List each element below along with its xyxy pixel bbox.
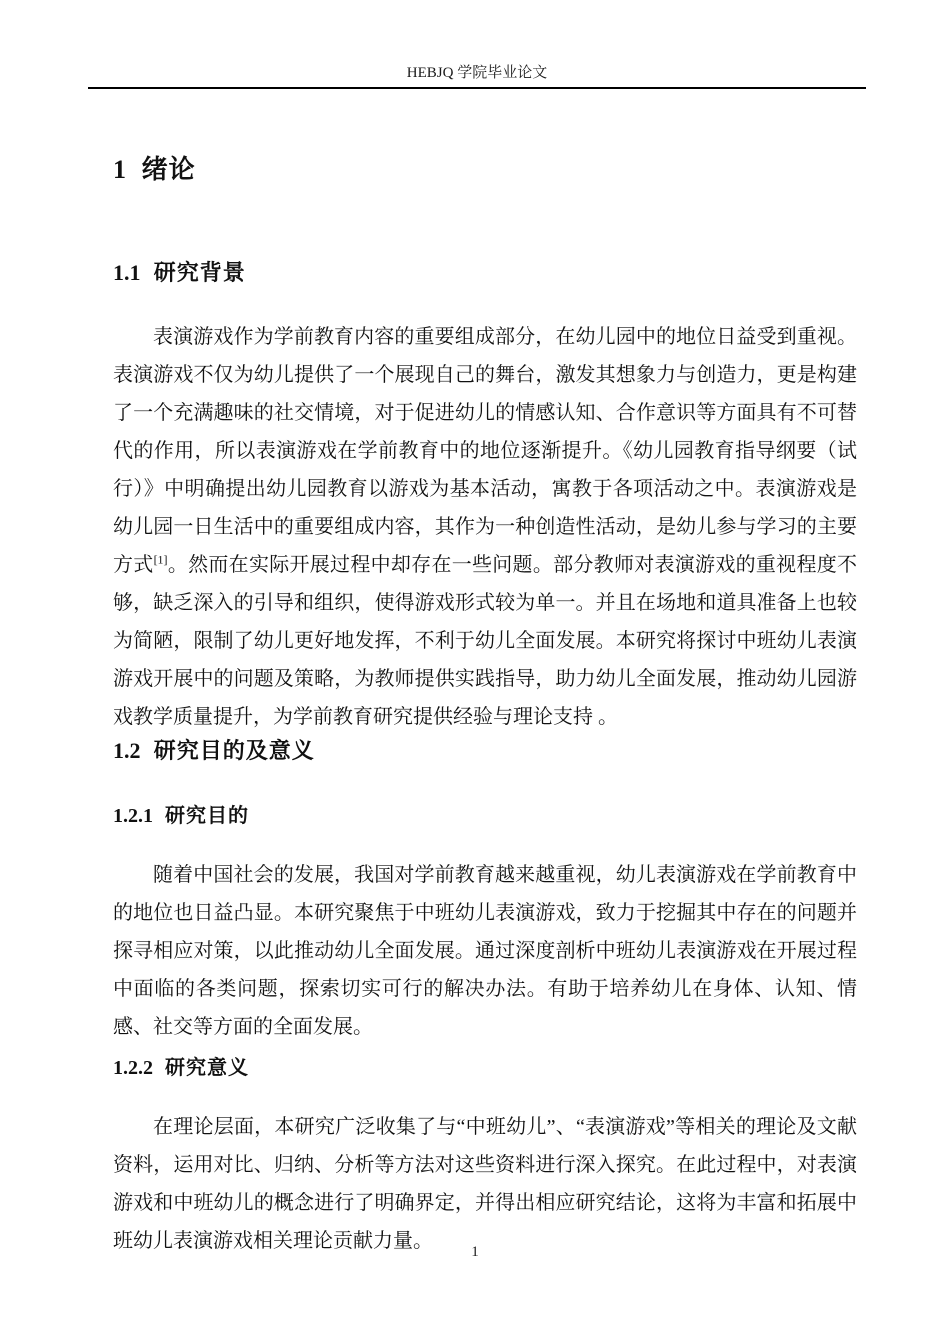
subsection-heading-1-2-2 xyxy=(113,1054,857,1082)
chapter-heading xyxy=(113,151,857,188)
citation-marker: [1] xyxy=(153,552,168,567)
page-number: 1 xyxy=(471,1244,479,1260)
section-number: 1.2 xyxy=(113,738,141,763)
page-header xyxy=(88,0,866,89)
paragraph-research-background xyxy=(113,318,857,736)
section-number: 1.1 xyxy=(113,260,141,285)
page-footer xyxy=(0,1244,950,1261)
subsection-title-text: 研究目的 xyxy=(165,805,249,827)
chapter-number: 1 xyxy=(113,155,126,184)
subsection-number: 1.2.1 xyxy=(113,805,153,827)
document-body xyxy=(113,151,857,1260)
running-header-text: HEBJQ 学院毕业论文 xyxy=(406,65,548,81)
section-title-text: 研究背景 xyxy=(153,260,246,285)
chapter-title-text: 绪论 xyxy=(141,154,196,184)
paragraph-text-after-citation: 。然而在实际开展过程中却存在一些问题。部分教师对表演游戏的重视程度不够，缺乏深入的引导和组织，使得游戏形式较为单一。并且在场地和道具准备上也较为简陋，限制了幼儿更好地发挥，不利于幼儿全面发展。本研究将探讨中班幼儿表演游戏开展中的问题及策略，为教师提供实践指导，助力幼儿全面发展，推动幼儿园游戏教学质量提升，为学前教育研究提供经验与理论支持 。 xyxy=(113,554,858,728)
paragraph-research-purpose: 随着中国社会的发展，我国对学前教育越来越重视，幼儿表演游戏在学前教育中的地位也日益凸显。本研究聚焦于中班幼儿表演游戏，致力于挖掘其中存在的问题并探寻相应对策，以此推动幼儿全面发展。通过深度剖析中班幼儿表演游戏在开展过程中面临的各类问题，探索切实可行的解决办法。有助于培养幼儿在身体、认知、情感、社交等方面的全面发展。 xyxy=(113,864,857,1038)
subsection-title-text: 研究意义 xyxy=(165,1057,249,1079)
paragraph-text-before-citation: 表演游戏作为学前教育内容的重要组成部分，在幼儿园中的地位日益受到重视。表演游戏不仅为幼儿提供了一个展现自己的舞台，激发其想象力与创造力，更是构建了一个充满趣味的社交情境，对于促进幼儿的情感认知、合作意识等方面具有不可替代的作用，所以表演游戏在学前教育中的地位逐渐提升。《幼儿园教育指导纲要（试行）》中明确提出幼儿园教育以游戏为基本活动，寓教于各项活动之中。表演游戏是幼儿园一日生活中的重要组成内容，其作为一种创造性活动，是幼儿参与学习的主要方式 xyxy=(113,326,857,576)
paragraph-research-significance: 在理论层面，本研究广泛收集了与“中班幼儿”、“表演游戏”等相关的理论及文献资料，运用对比、归纳、分析等方法对这些资料进行深入探究。在此过程中，对表演游戏和中班幼儿的概念进行了明确界定，并得出相应研究结论，这将为丰富和拓展中班幼儿表演游戏相关理论贡献力量。 xyxy=(113,1116,857,1252)
subsection-number: 1.2.2 xyxy=(113,1057,153,1079)
section-heading-1-2 xyxy=(113,736,857,766)
subsection-heading-1-2-1 xyxy=(113,802,857,830)
section-heading-1-1 xyxy=(113,258,857,288)
section-title-text: 研究目的及意义 xyxy=(153,738,315,763)
